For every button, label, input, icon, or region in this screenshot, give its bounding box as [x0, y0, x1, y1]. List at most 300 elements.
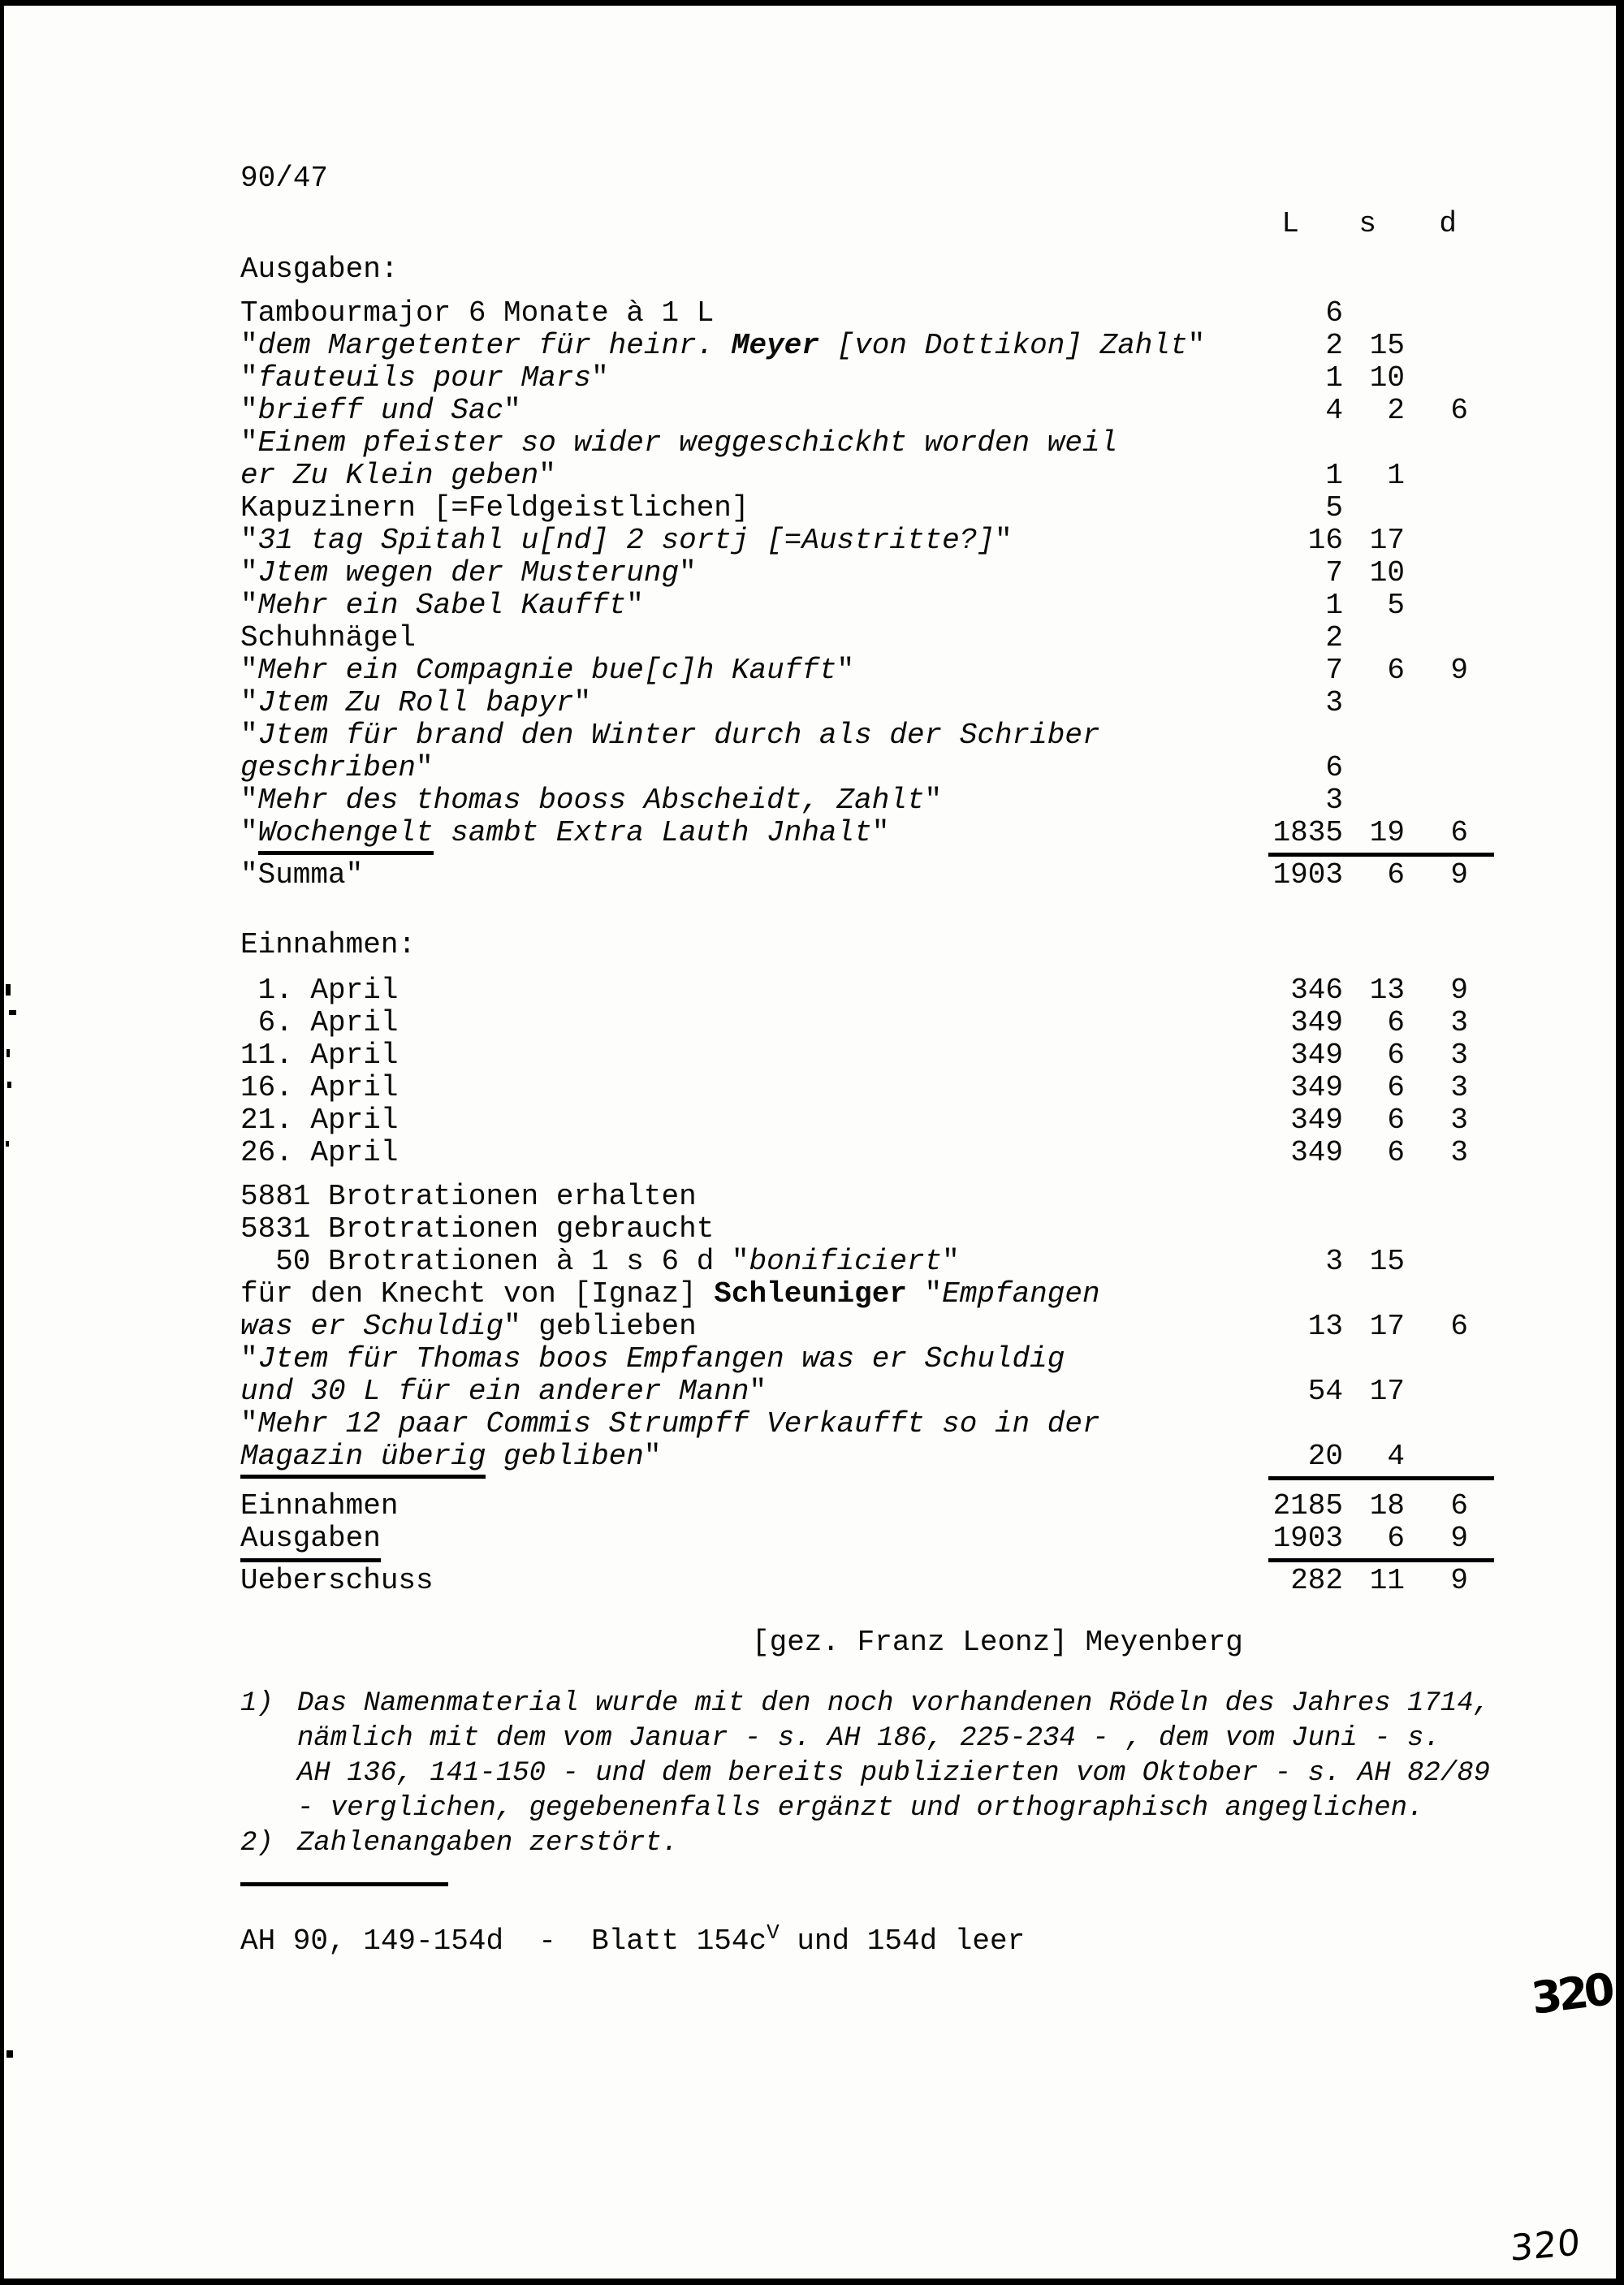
amount-shillings: 10: [1369, 556, 1405, 590]
amount-pence: 6: [1450, 1310, 1468, 1343]
ledger-row: [240, 1072, 1468, 1104]
text-segment: bonificiert: [749, 1245, 943, 1278]
amount-shillings: [1343, 1408, 1405, 1441]
text-segment: " geblieben: [503, 1310, 697, 1343]
ledger-row: [240, 297, 1468, 330]
text-segment: ": [573, 686, 592, 719]
ledger-row: [240, 330, 1468, 362]
text-segment: ": [240, 719, 258, 752]
amount-shillings: 11: [1369, 1564, 1405, 1597]
entry-label: [240, 719, 1254, 752]
text-segment: und 30 L für ein anderer Mann: [240, 1375, 749, 1408]
amount-shillings: 6: [1387, 1071, 1405, 1104]
footnote-line: AH 136, 141-150 - und dem bereits publizierten vom Oktober - s. AH 82/89: [297, 1758, 1491, 1789]
amount-pounds: [1254, 427, 1343, 460]
ledger-row: [240, 752, 1468, 784]
text-segment: was er Schuldig: [240, 1310, 504, 1343]
source-suffix: und 154d leer: [779, 1924, 1026, 1958]
entry-label: [240, 1343, 1254, 1376]
amount-shillings: 15: [1369, 1245, 1405, 1278]
text-segment: Empfangen: [942, 1277, 1100, 1311]
text-segment: ": [240, 816, 258, 849]
scan-edge-left: [0, 0, 4, 2285]
entry-label: [240, 1039, 1254, 1072]
entry-label: [240, 859, 1254, 892]
text-segment: ": [994, 524, 1013, 557]
amount-pence: [1405, 687, 1468, 719]
footnote-text: [297, 1687, 1490, 1826]
text-segment: geschriben: [240, 751, 417, 784]
amount-pounds: 349: [1290, 1006, 1343, 1039]
scan-speck: [6, 2050, 13, 2058]
amount-pounds: 3: [1325, 784, 1343, 817]
signature-line: [gez. Franz Leonz] Meyenberg: [752, 1626, 1243, 1659]
sum-rule: [1268, 1476, 1494, 1480]
text-segment: ": [871, 816, 890, 849]
ledger-row: [240, 362, 1468, 395]
sum-rule: [1268, 853, 1494, 857]
amount-pounds: 7: [1325, 654, 1343, 687]
amount-pounds: 1903: [1272, 1522, 1343, 1555]
amount-shillings: 18: [1369, 1489, 1405, 1523]
entry-label: [240, 590, 1254, 622]
amount-shillings: [1343, 784, 1405, 817]
text-segment: dem Margetenter für heinr.: [257, 329, 732, 362]
footnote-line: Das Namenmaterial wurde mit den noch vorhandenen Rödeln des Jahres 1714,: [297, 1688, 1491, 1719]
text-segment: ": [1187, 329, 1206, 362]
amount-pence: [1405, 362, 1468, 395]
amount-shillings: [1343, 687, 1405, 719]
amount-pounds: 349: [1290, 1071, 1343, 1104]
amount-shillings: [1343, 297, 1405, 330]
text-segment: 5831 Brotrationen gebraucht: [240, 1212, 715, 1246]
scan-speck: [7, 1082, 11, 1088]
amount-shillings: 13: [1369, 974, 1405, 1007]
entry-label: [240, 1181, 1254, 1213]
amount-shillings: 6: [1387, 1006, 1405, 1039]
amount-shillings: 15: [1369, 329, 1405, 362]
entry-label: [240, 1565, 1254, 1597]
amount-pounds: 20: [1307, 1440, 1343, 1473]
amount-pence: [1405, 752, 1468, 784]
text-segment: Einem pfeister so wider weggeschickht worden weil: [257, 426, 1118, 460]
amount-pence: 9: [1450, 974, 1468, 1007]
entry-label: [240, 460, 1254, 492]
entry-label: [240, 1246, 1254, 1278]
text-segment: Mehr ein Sabel Kaufft: [257, 589, 627, 622]
amount-pounds: 4: [1325, 394, 1343, 427]
amount-pence: 9: [1450, 1522, 1468, 1555]
entry-label: [240, 1007, 1254, 1039]
entry-label: [240, 1104, 1254, 1137]
ledger-row: [240, 974, 1468, 1007]
text-segment: 16. April: [240, 1071, 399, 1104]
text-segment: ": [416, 751, 434, 784]
ledger-row: [240, 1376, 1468, 1408]
amount-shillings: 6: [1387, 1104, 1405, 1137]
entry-label: [240, 1376, 1254, 1408]
ledger-row: [240, 687, 1468, 719]
text-segment: Mehr ein Compagnie bue[c]h Kaufft: [257, 654, 837, 687]
amount-pence: [1405, 719, 1468, 752]
text-segment: Schuhnägel: [240, 621, 417, 654]
ledger-row: [240, 1343, 1468, 1376]
scan-speck: [9, 1010, 16, 1015]
entry-label: [240, 752, 1254, 784]
entry-label: [240, 362, 1254, 395]
entry-label: [240, 687, 1254, 719]
amount-pounds: [1254, 1181, 1343, 1213]
einnahmen-date-rows: [240, 974, 1468, 1169]
scan-speck: [6, 1049, 10, 1057]
column-header-pounds: L: [1281, 207, 1299, 240]
ledger-row: [240, 460, 1468, 492]
ledger-row: [240, 492, 1468, 525]
footnote-text: [297, 1826, 1468, 1861]
amount-pounds: 1903: [1272, 858, 1343, 892]
entry-label: [240, 395, 1254, 427]
entry-label: [240, 1137, 1254, 1169]
text-segment: ": [240, 361, 258, 395]
amount-shillings: 6: [1387, 1522, 1405, 1555]
entry-label: [240, 1072, 1254, 1104]
amount-pence: 9: [1450, 654, 1468, 687]
amount-pence: 6: [1450, 816, 1468, 849]
entry-label: [240, 1408, 1254, 1441]
ledger-row: [240, 784, 1468, 817]
amount-pence: [1405, 1246, 1468, 1278]
ledger-row: [240, 1565, 1468, 1597]
text-segment: ": [942, 1245, 960, 1278]
entry-label: [240, 622, 1254, 654]
text-segment: Ueberschuss: [240, 1564, 434, 1597]
ledger-row: [240, 622, 1468, 654]
section-heading-ausgaben: Ausgaben:: [240, 253, 399, 286]
amount-shillings: [1343, 1213, 1405, 1246]
text-segment: 11. April: [240, 1039, 399, 1072]
text-segment: 6. April: [240, 1006, 399, 1039]
text-segment: Jtem Zu Roll bapyr: [257, 686, 574, 719]
entry-label: [240, 654, 1254, 687]
amount-shillings: [1343, 492, 1405, 525]
amount-shillings: 19: [1369, 816, 1405, 849]
amount-pounds: 6: [1325, 751, 1343, 784]
handwritten-page-number-pencil: 320: [1510, 2222, 1582, 2270]
amount-pounds: 3: [1325, 1245, 1343, 1278]
amount-pence: [1405, 784, 1468, 817]
amount-pence: [1405, 557, 1468, 590]
text-segment: 1. April: [240, 974, 399, 1007]
footnote: [240, 1687, 1491, 1826]
text-segment: ": [240, 784, 258, 817]
text-segment: [von Dottikon] Zahlt: [818, 329, 1188, 362]
amount-pence: 6: [1450, 1489, 1468, 1523]
amount-pence: [1405, 297, 1468, 330]
amount-shillings: 17: [1369, 1375, 1405, 1408]
amount-pence: [1405, 330, 1468, 362]
text-segment: 31 tag Spitahl u[nd] 2 sortj [=Austritte?]: [257, 524, 995, 557]
text-segment: fauteuils pour Mars: [257, 361, 592, 395]
amount-pounds: [1254, 1408, 1343, 1441]
text-segment: 5881 Brotrationen erhalten: [240, 1180, 697, 1213]
amount-pence: [1405, 1408, 1468, 1441]
footnote: [240, 1826, 1468, 1861]
text-segment: Jtem für brand den Winter durch als der Schriber: [257, 719, 1100, 752]
amount-pence: 9: [1450, 1564, 1468, 1597]
footnote-line: - verglichen, gegebenenfalls ergänzt und orthographisch angeglichen.: [297, 1793, 1424, 1824]
amount-pence: [1405, 460, 1468, 492]
amount-pounds: [1254, 719, 1343, 752]
text-segment: ": [240, 1407, 258, 1441]
text-segment: ": [240, 426, 258, 460]
entry-label: [240, 817, 1254, 849]
amount-pence: 3: [1450, 1104, 1468, 1137]
amount-shillings: 5: [1387, 589, 1405, 622]
ledger-row: [240, 817, 1468, 849]
amount-pence: 9: [1450, 858, 1468, 892]
entry-label: [240, 492, 1254, 525]
amount-pounds: 54: [1307, 1375, 1343, 1408]
text-segment: Einnahmen: [240, 1489, 399, 1523]
page-reference: 90/47: [240, 162, 329, 195]
amount-pounds: 282: [1290, 1564, 1343, 1597]
amount-shillings: [1343, 1181, 1405, 1213]
text-segment: 50 Brotrationen à 1 s 6 d ": [240, 1245, 749, 1278]
amount-shillings: 6: [1387, 1039, 1405, 1072]
amount-pence: [1405, 525, 1468, 557]
amount-pounds: 2: [1325, 621, 1343, 654]
ledger-row: [240, 590, 1468, 622]
text-segment: ": [626, 589, 644, 622]
ledger-row: [240, 1039, 1468, 1072]
scan-edge-right: [1616, 0, 1624, 2285]
ledger-row: [240, 1408, 1468, 1441]
text-segment: ": [538, 459, 556, 492]
document-page: [240, 162, 1491, 1958]
text-segment: ": [643, 1440, 662, 1473]
amount-pounds: 349: [1290, 1136, 1343, 1169]
amount-pounds: 3: [1325, 686, 1343, 719]
amount-pounds: 6: [1325, 296, 1343, 330]
amount-pounds: 16: [1307, 524, 1343, 557]
text-segment: ": [906, 1277, 943, 1311]
currency-column-headers: [240, 208, 1468, 240]
amount-pounds: 349: [1290, 1039, 1343, 1072]
ledger-row: [240, 427, 1468, 460]
handwritten-page-number-stamp: 320: [1528, 1963, 1614, 2024]
text-segment: Jtem wegen der Musterung: [257, 556, 680, 590]
ledger-row: [240, 719, 1468, 752]
ledger-row: [240, 1490, 1468, 1523]
text-segment: ": [240, 524, 258, 557]
footnotes: [240, 1687, 1491, 1861]
ledger-row: [240, 557, 1468, 590]
ledger-row: [240, 1441, 1468, 1473]
text-segment: für den Knecht von [Ignaz]: [240, 1277, 715, 1311]
amount-pounds: [1254, 1213, 1343, 1246]
text-segment: ": [240, 329, 258, 362]
text-segment: sambt Extra Lauth Jnhalt: [433, 816, 872, 849]
ledger-row: [240, 1523, 1468, 1555]
amount-pence: [1405, 492, 1468, 525]
text-segment: ": [240, 1342, 258, 1376]
totals-rows: [240, 1490, 1468, 1597]
text-segment: 26. April: [240, 1136, 399, 1169]
ledger-row: [240, 395, 1468, 427]
amount-pence: 3: [1450, 1071, 1468, 1104]
amount-pence: [1405, 427, 1468, 460]
text-segment: Tambourmajor 6 Monate à 1 L: [240, 296, 715, 330]
amount-pounds: 346: [1290, 974, 1343, 1007]
ledger-row: [240, 1311, 1468, 1343]
ledger-row: [240, 1246, 1468, 1278]
text-segment: ": [836, 654, 855, 687]
entry-label: [240, 784, 1254, 817]
footnote-line: Zahlenangaben zerstört.: [297, 1828, 679, 1859]
amount-pence: 3: [1450, 1039, 1468, 1072]
text-segment: Mehr des thomas booss Abscheidt, Zahlt: [257, 784, 925, 817]
text-segment: ": [749, 1375, 767, 1408]
footnote-line: nämlich mit dem vom Januar - s. AH 186, 225-234 - , dem vom Juni - s.: [297, 1723, 1440, 1754]
amount-pounds: 1: [1325, 361, 1343, 395]
entry-label: [240, 557, 1254, 590]
text-segment: 21. April: [240, 1104, 399, 1137]
amount-pence: [1405, 1213, 1468, 1246]
amount-shillings: 2: [1387, 394, 1405, 427]
text-segment: Wochengelt: [258, 816, 434, 855]
text-segment: ": [240, 686, 258, 719]
ledger-row: [240, 1181, 1468, 1213]
amount-shillings: 17: [1369, 1310, 1405, 1343]
text-segment: gebliben: [486, 1440, 644, 1473]
text-segment: Magazin überig: [240, 1440, 486, 1479]
entry-label: [240, 1490, 1254, 1523]
amount-shillings: 1: [1387, 459, 1405, 492]
scan-edge-bottom: [0, 2279, 1624, 2285]
amount-shillings: 4: [1387, 1440, 1405, 1473]
amount-pounds: 1: [1325, 589, 1343, 622]
text-segment: ": [240, 556, 258, 590]
source-superscript: V: [767, 1920, 780, 1945]
column-header-shillings: s: [1358, 207, 1376, 240]
text-segment: ": [591, 361, 609, 395]
brotrationen-rows: [240, 1181, 1468, 1480]
entry-label: [240, 1523, 1254, 1555]
text-segment: brieff und Sac: [257, 394, 504, 427]
amount-pounds: [1254, 1343, 1343, 1376]
amount-pounds: 1: [1325, 459, 1343, 492]
ledger-row: [240, 1007, 1468, 1039]
footnote-separator-rule: [240, 1882, 448, 1886]
amount-pounds: 13: [1307, 1310, 1343, 1343]
text-segment: "Summa": [240, 858, 364, 892]
entry-label: [240, 974, 1254, 1007]
entry-label: [240, 427, 1254, 460]
amount-pence: [1405, 1441, 1468, 1473]
text-segment: Schleuniger: [714, 1277, 907, 1311]
ledger-row: [240, 1213, 1468, 1246]
text-segment: Mehr 12 paar Commis Strumpff Verkaufft so in der: [257, 1407, 1100, 1441]
amount-shillings: [1343, 1278, 1405, 1311]
amount-pounds: 2185: [1272, 1489, 1343, 1523]
column-header-spacer: [240, 208, 1254, 240]
ledger-row: [240, 1278, 1468, 1311]
text-segment: ": [240, 394, 258, 427]
amount-pounds: 1835: [1272, 816, 1343, 849]
amount-pence: 3: [1450, 1006, 1468, 1039]
entry-label: [240, 1213, 1254, 1246]
section-heading-einnahmen: Einnahmen:: [240, 928, 417, 961]
amount-shillings: [1343, 1343, 1405, 1376]
amount-pence: 3: [1450, 1136, 1468, 1169]
text-segment: Jtem für Thomas boos Empfangen was er Schuldig: [257, 1342, 1065, 1376]
amount-shillings: [1343, 719, 1405, 752]
entry-label: [240, 330, 1254, 362]
text-segment: Ausgaben: [240, 1522, 381, 1562]
amount-shillings: 6: [1387, 858, 1405, 892]
amount-shillings: 6: [1387, 1136, 1405, 1169]
amount-pence: [1405, 1181, 1468, 1213]
amount-pence: [1405, 1376, 1468, 1408]
text-segment: Meyer: [731, 329, 819, 362]
ledger-row: [240, 1104, 1468, 1137]
scan-speck: [6, 1141, 9, 1147]
amount-shillings: 17: [1369, 524, 1405, 557]
scan-speck: [6, 984, 11, 996]
amount-pounds: 5: [1325, 491, 1343, 525]
summa-row: [240, 859, 1468, 892]
footnote-marker: 2): [240, 1828, 274, 1859]
amount-pence: [1405, 590, 1468, 622]
text-segment: er Zu Klein geben: [240, 459, 539, 492]
amount-shillings: 10: [1369, 361, 1405, 395]
text-segment: ": [679, 556, 697, 590]
entry-label: [240, 1441, 1254, 1473]
amount-pounds: 2: [1325, 329, 1343, 362]
ledger-row: [240, 654, 1468, 687]
text-segment: ": [240, 589, 258, 622]
amount-shillings: 6: [1387, 654, 1405, 687]
amount-shillings: [1343, 427, 1405, 460]
ledger-row: [240, 525, 1468, 557]
amount-pence: [1405, 622, 1468, 654]
amount-pounds: 349: [1290, 1104, 1343, 1137]
amount-pence: 6: [1450, 394, 1468, 427]
archive-source-line: [240, 1920, 1468, 1958]
amount-pence: [1405, 1278, 1468, 1311]
entry-label: [240, 525, 1254, 557]
text-segment: ": [924, 784, 943, 817]
column-header-pence: d: [1439, 207, 1457, 240]
entry-label: [240, 1278, 1254, 1311]
entry-label: [240, 1311, 1254, 1343]
text-segment: Kapuzinern [=Feldgeistlichen]: [240, 491, 749, 525]
footnote-marker: 1): [240, 1688, 274, 1719]
source-prefix: AH 90, 149-154d - Blatt 154c: [240, 1924, 767, 1958]
amount-pounds: [1254, 1278, 1343, 1311]
amount-shillings: [1343, 752, 1405, 784]
text-segment: ": [503, 394, 521, 427]
ledger-row: [240, 1137, 1468, 1169]
sum-rule: [1268, 1558, 1494, 1562]
ausgaben-rows: [240, 297, 1468, 857]
ledger-row: [240, 859, 1468, 892]
entry-label: [240, 297, 1254, 330]
text-segment: ": [240, 654, 258, 687]
amount-pence: [1405, 1343, 1468, 1376]
amount-shillings: [1343, 622, 1405, 654]
amount-pounds: 7: [1325, 556, 1343, 590]
